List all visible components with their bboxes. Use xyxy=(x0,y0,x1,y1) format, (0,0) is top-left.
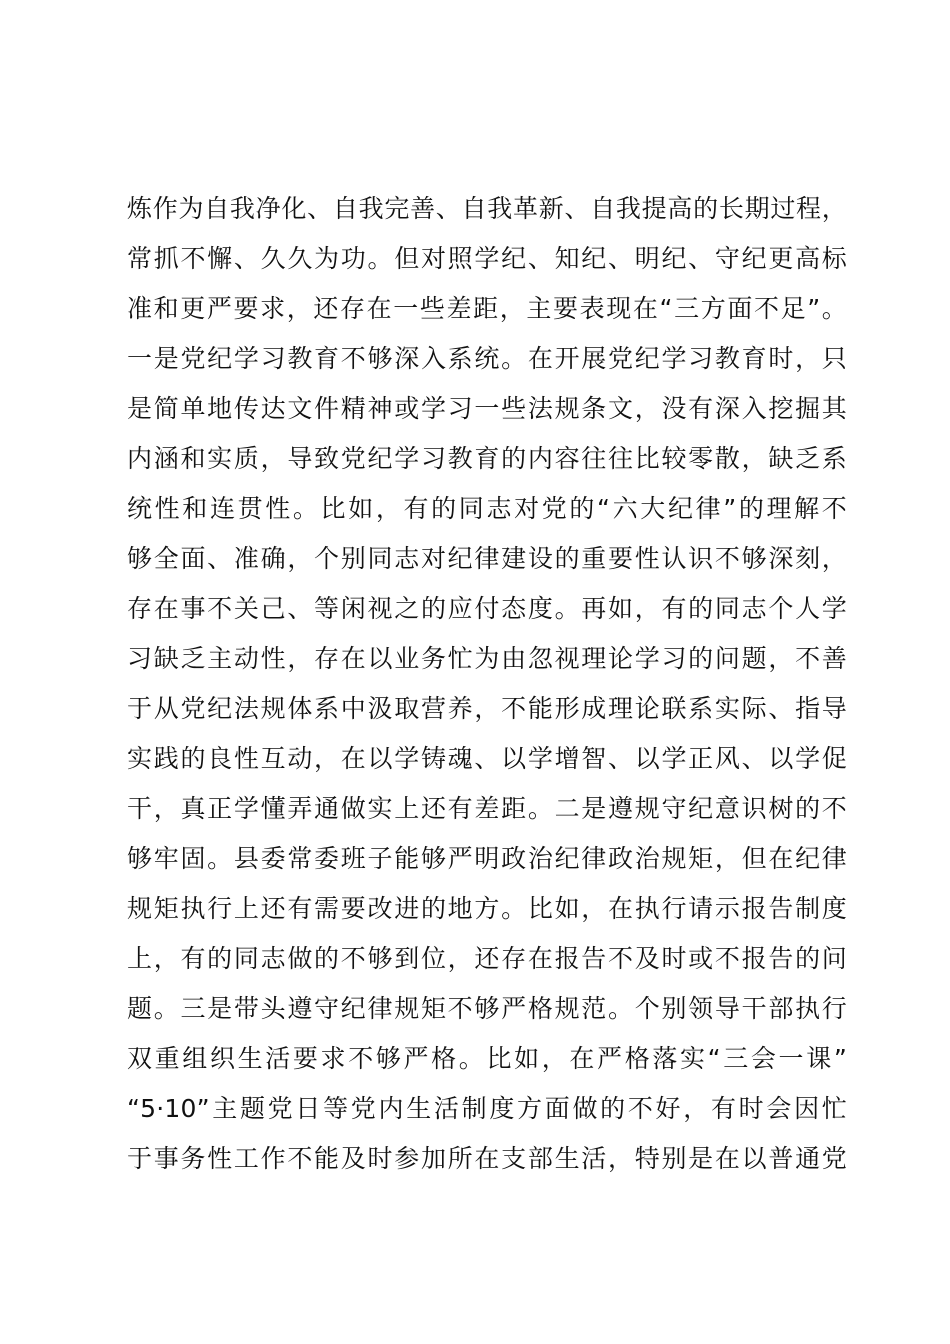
text-line: 统性和连贯性。比如，有的同志对党的“六大纪律”的理解不 xyxy=(127,494,847,523)
text-line: 习缺乏主动性，存在以业务忙为由忽视理论学习的问题，不善 xyxy=(127,644,847,673)
text-line: 干，真正学懂弄通做实上还有差距。二是遵规守纪意识树的不 xyxy=(127,794,847,823)
text-line: 于从党纪法规体系中汲取营养，不能形成理论联系实际、指导 xyxy=(127,694,847,723)
text-line: 炼作为自我净化、自我完善、自我革新、自我提高的长期过程， xyxy=(127,194,847,223)
body-paragraph xyxy=(127,184,847,1184)
text-line: 双重组织生活要求不够严格。比如，在严格落实“三会一课” xyxy=(127,1044,847,1073)
text-line: 一是党纪学习教育不够深入系统。在开展党纪学习教育时，只 xyxy=(127,344,847,373)
text-line: 准和更严要求，还存在一些差距，主要表现在“三方面不足”。 xyxy=(127,294,847,323)
text-line: 常抓不懈、久久为功。但对照学纪、知纪、明纪、守纪更高标 xyxy=(127,244,847,273)
text-line: 实践的良性互动，在以学铸魂、以学增智、以学正风、以学促 xyxy=(127,744,847,773)
text-line: 上，有的同志做的不够到位，还存在报告不及时或不报告的问 xyxy=(127,944,847,973)
text-line: 存在事不关己、等闲视之的应付态度。再如，有的同志个人学 xyxy=(127,594,847,623)
text-line: 是简单地传达文件精神或学习一些法规条文，没有深入挖掘其 xyxy=(127,394,847,423)
text-line: “5·10”主题党日等党内生活制度方面做的不好，有时会因忙 xyxy=(127,1094,847,1123)
text-line: 于事务性工作不能及时参加所在支部生活，特别是在以普通党 xyxy=(127,1144,847,1173)
text-line: 题。三是带头遵守纪律规矩不够严格规范。个别领导干部执行 xyxy=(127,994,847,1023)
text-line: 规矩执行上还有需要改进的地方。比如，在执行请示报告制度 xyxy=(127,894,847,923)
text-line: 够牢固。县委常委班子能够严明政治纪律政治规矩，但在纪律 xyxy=(127,844,847,873)
text-line: 够全面、准确，个别同志对纪律建设的重要性认识不够深刻， xyxy=(127,544,847,573)
text-line: 内涵和实质，导致党纪学习教育的内容往往比较零散，缺乏系 xyxy=(127,444,847,473)
